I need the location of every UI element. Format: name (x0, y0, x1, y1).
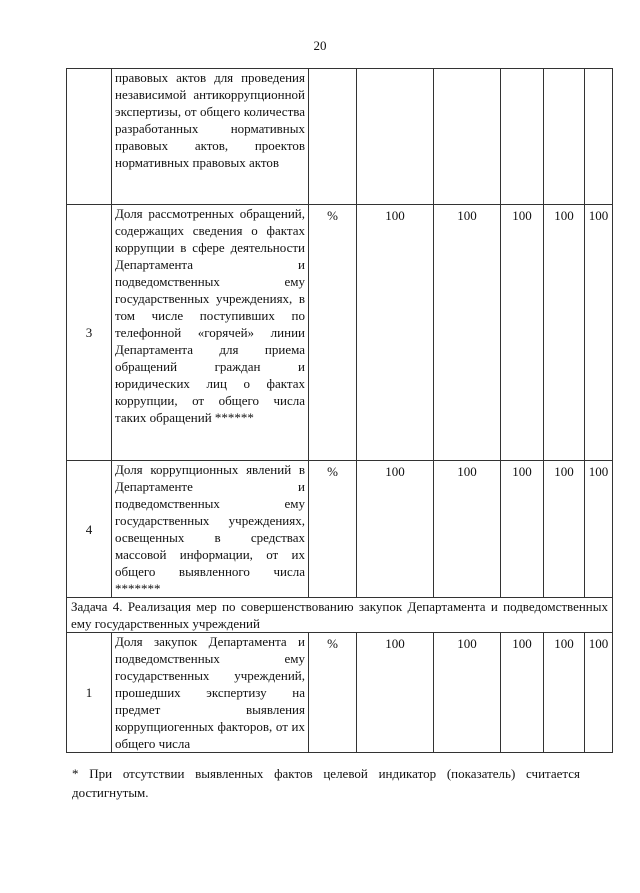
row-number (67, 69, 112, 205)
page-number: 20 (313, 38, 327, 53)
row-number: 1 (67, 633, 112, 753)
table-row (67, 633, 613, 753)
indicator-value: 100 (434, 461, 501, 598)
indicators-table (66, 68, 613, 753)
table-row (67, 205, 613, 461)
indicator-value: 100 (585, 205, 613, 461)
indicator-unit: % (309, 205, 357, 461)
indicator-description: Доля коррупционных явлений в Департаменте и подведомственных ему государственных учреждениях, освещенных в средствах массовой информации, от их общего выявленного числа ******* (112, 461, 309, 598)
indicator-value: 100 (501, 461, 544, 598)
table-row (67, 69, 613, 205)
indicator-value (585, 69, 613, 205)
indicator-value: 100 (501, 633, 544, 753)
indicator-unit (309, 69, 357, 205)
indicator-value: 100 (501, 205, 544, 461)
indicator-description: Доля закупок Департамента и подведомственных ему государственных учреждений, прошедших экспертизу на предмет выявления коррупциогенных факторов, от их общего числа (112, 633, 309, 753)
task-heading: Задача 4. Реализация мер по совершенствованию закупок Департамента и подведомственных ему государственных учреждений (67, 598, 613, 633)
indicator-value: 100 (357, 633, 434, 753)
indicator-value: 100 (544, 633, 585, 753)
table-row (67, 461, 613, 598)
indicator-value: 100 (357, 205, 434, 461)
indicator-value (434, 69, 501, 205)
indicator-value: 100 (585, 633, 613, 753)
indicator-value (544, 69, 585, 205)
indicator-value: 100 (434, 205, 501, 461)
indicator-value: 100 (357, 461, 434, 598)
indicator-value (501, 69, 544, 205)
indicator-unit: % (309, 461, 357, 598)
indicator-value: 100 (544, 461, 585, 598)
indicator-value (357, 69, 434, 205)
indicator-description: Доля рассмотренных обращений, содержащих сведения о фактах коррупции в сфере деятельности Департамента и подведомственных ему государственных учреждениях, в том числе поступивших по телефонной «горячей» линии Департамента для приема обращений граждан и юридических лиц о фактах коррупции, от общего числа таких обращений ****** (112, 205, 309, 461)
row-number: 4 (67, 461, 112, 598)
task-heading-row (67, 598, 613, 633)
indicator-value: 100 (434, 633, 501, 753)
indicator-description: правовых актов для проведения независимой антикоррупционной экспертизы, от общего количества разработанных нормативных правовых актов, проектов нормативных правовых актов (112, 69, 309, 205)
indicator-unit: % (309, 633, 357, 753)
indicator-value: 100 (585, 461, 613, 598)
footnote: * При отсутствии выявленных фактов целевой индикатор (показатель) считается достигнутым. (72, 766, 580, 800)
row-number: 3 (67, 205, 112, 461)
indicator-value: 100 (544, 205, 585, 461)
